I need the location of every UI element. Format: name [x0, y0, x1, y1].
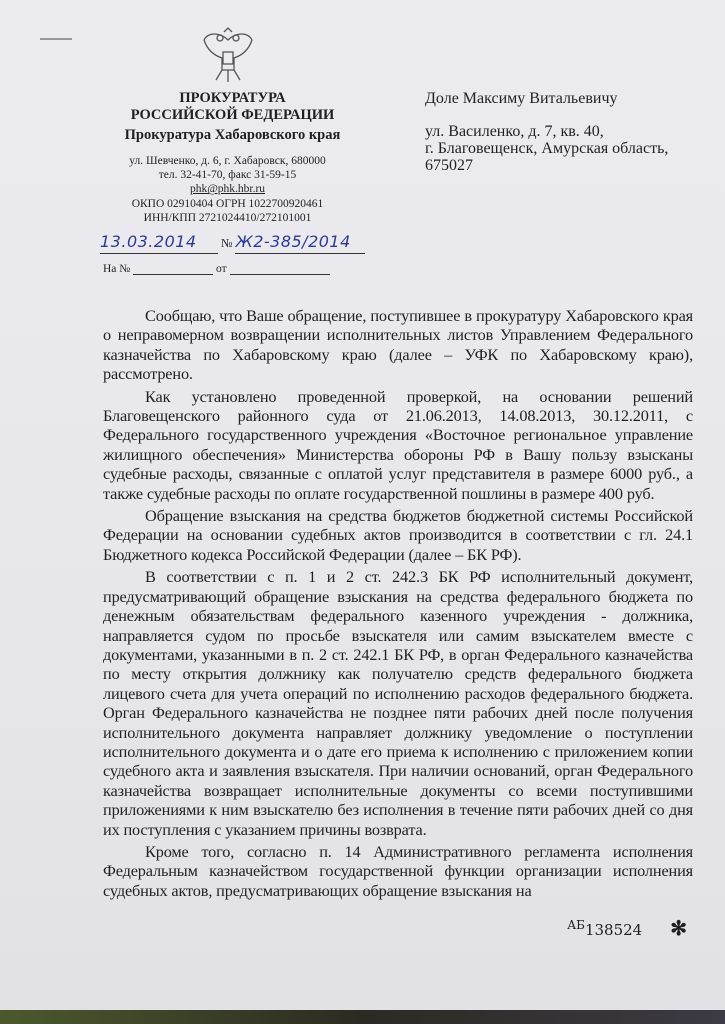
reference-line [103, 262, 330, 275]
ot-label: от [216, 263, 227, 275]
background-surface [0, 1010, 725, 1024]
form-serial-number [567, 914, 642, 941]
letter-body [103, 306, 693, 900]
org-subtitle: Прокуратура Хабаровского края [124, 127, 341, 143]
registration-line [100, 232, 400, 254]
recipient-city: г. Благовещенск, Амурская область, [425, 140, 669, 157]
recipient-street: ул. Василенко, д. 7, кв. 40, [425, 123, 604, 140]
organization-header [90, 90, 375, 144]
na-label: На № [103, 263, 131, 275]
recipient-zip: 675027 [425, 157, 473, 174]
org-line-1: ПРОКУРАТУРА [179, 90, 286, 106]
handwritten-date: 13.03.2014 [100, 232, 197, 251]
org-email-link[interactable]: phk@phk.hbr.ru [189, 183, 266, 196]
org-line-2: РОССИЙСКОЙ ФЕДЕРАЦИИ [130, 107, 335, 123]
asterisk-icon: ✻ [670, 918, 687, 941]
number-sign: № [221, 236, 233, 250]
paragraph: Сообщаю, что Ваше обращение, поступившее в прокуратуру Хабаровского края о неправомерном возвращении исполнительных листов Управлением Федерального казначейства по Хабаровскому краю (далее – УФК по Хабаровскому краю), рассмотрено. [103, 306, 693, 384]
paragraph: Как установлено проведенной проверкой, на основании решений Благовещенского районного суда от 21.06.2013, 14.08.2013, 30.12.2011, с Федерального государственного учреждения «Восточное региональное управление жилищного обеспечения» Министерства обороны РФ в Вашу пользу взысканы судебные расходы, связанные с оплатой услуг представителя в размере 6000 руб., а также судебные расходы по оплате государственной пошлины в размере 400 руб. [103, 386, 693, 503]
paragraph: Кроме того, согласно п. 14 Административного регламента исполнения Федеральным казначейством государственной функции организации исполнения судебных актов, предусматривающих обращение взыскания на [103, 841, 693, 900]
org-inn: ИНН/КПП 2721024410/272101001 [143, 211, 312, 224]
paragraph: В соответствии с п. 1 и 2 ст. 242.3 БК РФ исполнительный документ, предусматривающий обращение взыскания на средства федерального бюджета по денежным обязательствам федерального казенного учреждения - должника, направляется судом по просьбе взыскателя или самим взыскателем вместе с документами, указанными в п. 2 ст. 242.1 БК РФ, в орган Федерального казначейства по месту открытия должнику как получателю средств федерального бюджета лицевого счета для учета операций по исполнению расходов федерального бюджета. Орган Федерального казначейства не позднее пяти рабочих дней после получения исполнительного документа направляет должнику уведомление о поступлении исполнительного документа и о дате его приема к исполнению с приложением копии судебного акта и заявления взыскателя. При наличии оснований, орган Федерального казначейства возвращает исполнительные документы со всеми поступившими приложениями к ним взыскателю без исполнения в течение пяти рабочих дней со дня их поступления с указанием причины возврата. [103, 567, 693, 839]
paragraph: Обращение взыскания на средства бюджетов бюджетной системы Российской Федерации на основании судебных актов производится в соответствии с гл. 24.1 Бюджетного кодекса Российской Федерации (далее – БК РФ). [103, 506, 693, 564]
staple-mark [40, 38, 72, 40]
handwritten-number: Ж2-385/2014 [235, 232, 351, 251]
org-address: ул. Шевченко, д. 6, г. Хабаровск, 680000 [129, 155, 326, 167]
recipient-name: Доле Максиму Витальевичу [425, 90, 618, 107]
letter-content [103, 306, 693, 941]
org-contacts [100, 154, 355, 225]
coat-of-arms-emblem-icon [200, 26, 256, 84]
org-phone: тел. 32-41-70, факс 31-59-15 [158, 169, 297, 182]
org-okpo: ОКПО 02910404 ОГРН 1022700920461 [131, 197, 324, 210]
serial-prefix: АБ [567, 918, 585, 933]
recipient-block [425, 90, 668, 174]
serial-number: 138524 [584, 921, 643, 940]
page-footer [103, 914, 693, 941]
